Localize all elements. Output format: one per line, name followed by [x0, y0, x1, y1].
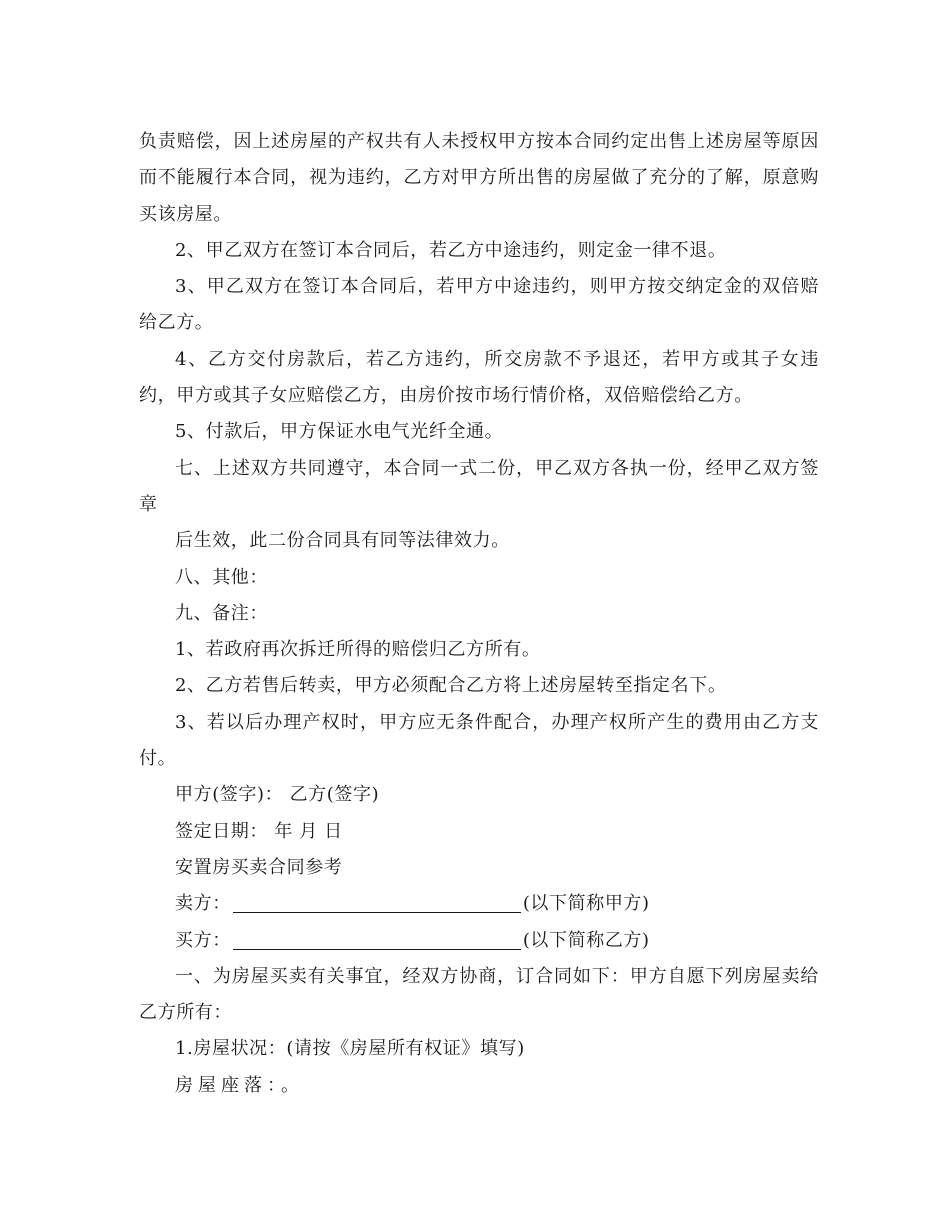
paragraph-clause-4: 4、乙方交付房款后，若乙方违约，所交房款不予退还，若甲方或其子女违约，甲方或其子女应赔偿乙方，由房价按市场行情价格，双倍赔偿给乙方。 — [139, 348, 819, 407]
buyer-line — [139, 923, 819, 959]
document-body — [139, 124, 819, 1104]
seller-label: 卖方： — [175, 893, 231, 915]
buyer-suffix: (以下简称乙方) — [522, 929, 650, 951]
paragraph-note-1: 1、若政府再次拆迁所得的赔偿归乙方所有。 — [175, 639, 541, 661]
signing-date-line: 签定日期： 年 月 日 — [175, 820, 343, 842]
buyer-blank — [233, 929, 521, 950]
paragraph-clause-3: 3、甲乙双方在签订本合同后，若甲方中途违约，则甲方按交纳定金的双倍赔给乙方。 — [139, 276, 819, 334]
paragraph-section-1: 一、为房屋买卖有关事宜，经双方协商，订合同如下：甲方自愿下列房屋卖给乙方所有： — [139, 965, 819, 1024]
paragraph-house-status: 1.房屋状况：(请按《房屋所有权证》填写) — [175, 1038, 525, 1060]
heading-section-8: 八、其他： — [175, 566, 268, 588]
buyer-label: 买方： — [175, 929, 231, 951]
seller-suffix: (以下简称甲方) — [522, 893, 650, 915]
signature-line: 甲方(签字)： 乙方(签字) — [175, 784, 380, 806]
paragraph-clause-5: 5、付款后，甲方保证水电气光纤全通。 — [175, 421, 504, 443]
heading-section-9: 九、备注： — [175, 602, 268, 624]
paragraph-note-3: 3、若以后办理产权时，甲方应无条件配合，办理产权所产生的费用由乙方支付。 — [139, 711, 819, 770]
paragraph-section-7: 七、上述双方共同遵守，本合同一式二份，甲乙双方各执一份，经甲乙双方签章 — [139, 457, 819, 515]
seller-line — [139, 886, 819, 922]
paragraph-clause-2: 2、甲乙双方在签订本合同后，若乙方中途违约，则定金一律不退。 — [175, 239, 727, 261]
seller-blank — [233, 892, 521, 913]
paragraph-note-2: 2、乙方若售后转卖，甲方必须配合乙方将上述房屋转至指定名下。 — [175, 675, 727, 697]
paragraph-liability: 负责赔偿，因上述房屋的产权共有人未授权甲方按本合同约定出售上述房屋等原因而不能履行本合同，视为违约，乙方对甲方所出售的房屋做了充分的了解，原意购买该房屋。 — [139, 131, 819, 225]
paragraph-section-7-cont: 后生效，此二份合同具有同等法律效力。 — [175, 530, 510, 552]
paragraph-house-location: 房屋座落：。 — [175, 1074, 304, 1096]
contract-title: 安置房买卖合同参考 — [175, 856, 343, 878]
